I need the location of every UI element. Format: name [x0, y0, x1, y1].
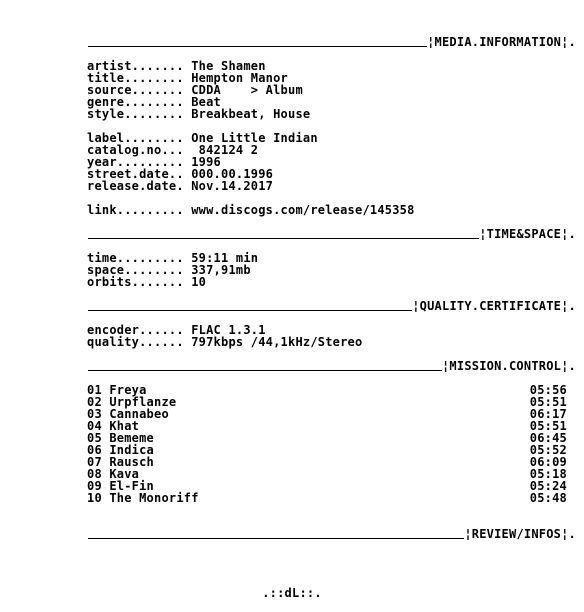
- track-title: 02 Urpflanze: [87, 395, 177, 409]
- header-tag: ¦TIME&SPACE¦.: [479, 227, 576, 241]
- encoder-line: encoder...... FLAC 1.3.1: [87, 323, 266, 337]
- track-row: [87, 432, 567, 444]
- mission-control-header: [88, 360, 576, 372]
- track-duration: 06:45: [529, 431, 567, 445]
- street-date-line: street.date.. 000.00.1996: [87, 167, 274, 181]
- track-duration: 05:48: [529, 491, 567, 505]
- track-row: [87, 408, 567, 420]
- catalog-line: catalog.no... 842124 2: [87, 143, 259, 157]
- artist-line: artist....... The Shamen: [87, 59, 266, 73]
- year-line: year......... 1996: [87, 155, 222, 169]
- track-title: 09 El-Fin: [87, 479, 155, 493]
- track-duration: 05:18: [529, 467, 567, 481]
- header-rule: [88, 370, 442, 371]
- header-rule: [88, 310, 412, 311]
- track-duration: 05:24: [529, 479, 567, 493]
- track-title: 05 Bememe: [87, 431, 155, 445]
- track-row: [87, 420, 567, 432]
- time-line: time......... 59:11 min: [87, 251, 259, 265]
- header-tag: ¦QUALITY.CERTIFICATE¦.: [412, 299, 576, 313]
- quality-certificate-header: [88, 300, 576, 312]
- space-line: space........ 337,91mb: [87, 263, 251, 277]
- time-space-header: [88, 228, 576, 240]
- track-title: 07 Rausch: [87, 455, 155, 469]
- footer-signature: .::dL::.: [262, 586, 322, 600]
- track-duration: 05:51: [529, 419, 567, 433]
- header-tag: ¦REVIEW/INFOS¦.: [464, 527, 576, 541]
- track-duration: 05:52: [529, 443, 567, 457]
- header-tag: ¦MEDIA.INFORMATION¦.: [427, 35, 576, 49]
- quality-line: quality...... 797kbps /44,1kHz/Stereo: [87, 335, 363, 349]
- track-title: 06 Indica: [87, 443, 155, 457]
- track-duration: 06:17: [529, 407, 567, 421]
- track-row: [87, 456, 567, 468]
- track-title: 10 The Monoriff: [87, 491, 199, 505]
- track-row: [87, 444, 567, 456]
- review-infos-header: [88, 528, 576, 540]
- track-title: 04 Khat: [87, 419, 140, 433]
- track-row: [87, 492, 567, 504]
- release-date-line: release.date. Nov.14.2017: [87, 179, 274, 193]
- header-rule: [88, 46, 427, 47]
- style-line: style........ Breakbeat, House: [87, 107, 311, 121]
- link-line: link......... www.discogs.com/release/145358: [87, 203, 415, 217]
- track-duration: 05:51: [529, 395, 567, 409]
- track-row: [87, 468, 567, 480]
- label-line: label........ One Little Indian: [87, 131, 318, 145]
- genre-line: genre........ Beat: [87, 95, 222, 109]
- header-tag: ¦MISSION.CONTROL¦.: [441, 359, 576, 373]
- track-duration: 06:09: [529, 455, 567, 469]
- source-line: source....... CDDA > Album: [87, 83, 303, 97]
- media-information-header: [88, 36, 576, 48]
- track-title: 03 Cannabeo: [87, 407, 169, 421]
- header-rule: [88, 538, 464, 539]
- title-line: title........ Hempton Manor: [87, 71, 289, 85]
- track-duration: 05:56: [529, 383, 567, 397]
- header-rule: [88, 238, 479, 239]
- track-title: 08 Kava: [87, 467, 140, 481]
- track-title: 01 Freya: [87, 383, 147, 397]
- orbits-line: orbits....... 10: [87, 275, 207, 289]
